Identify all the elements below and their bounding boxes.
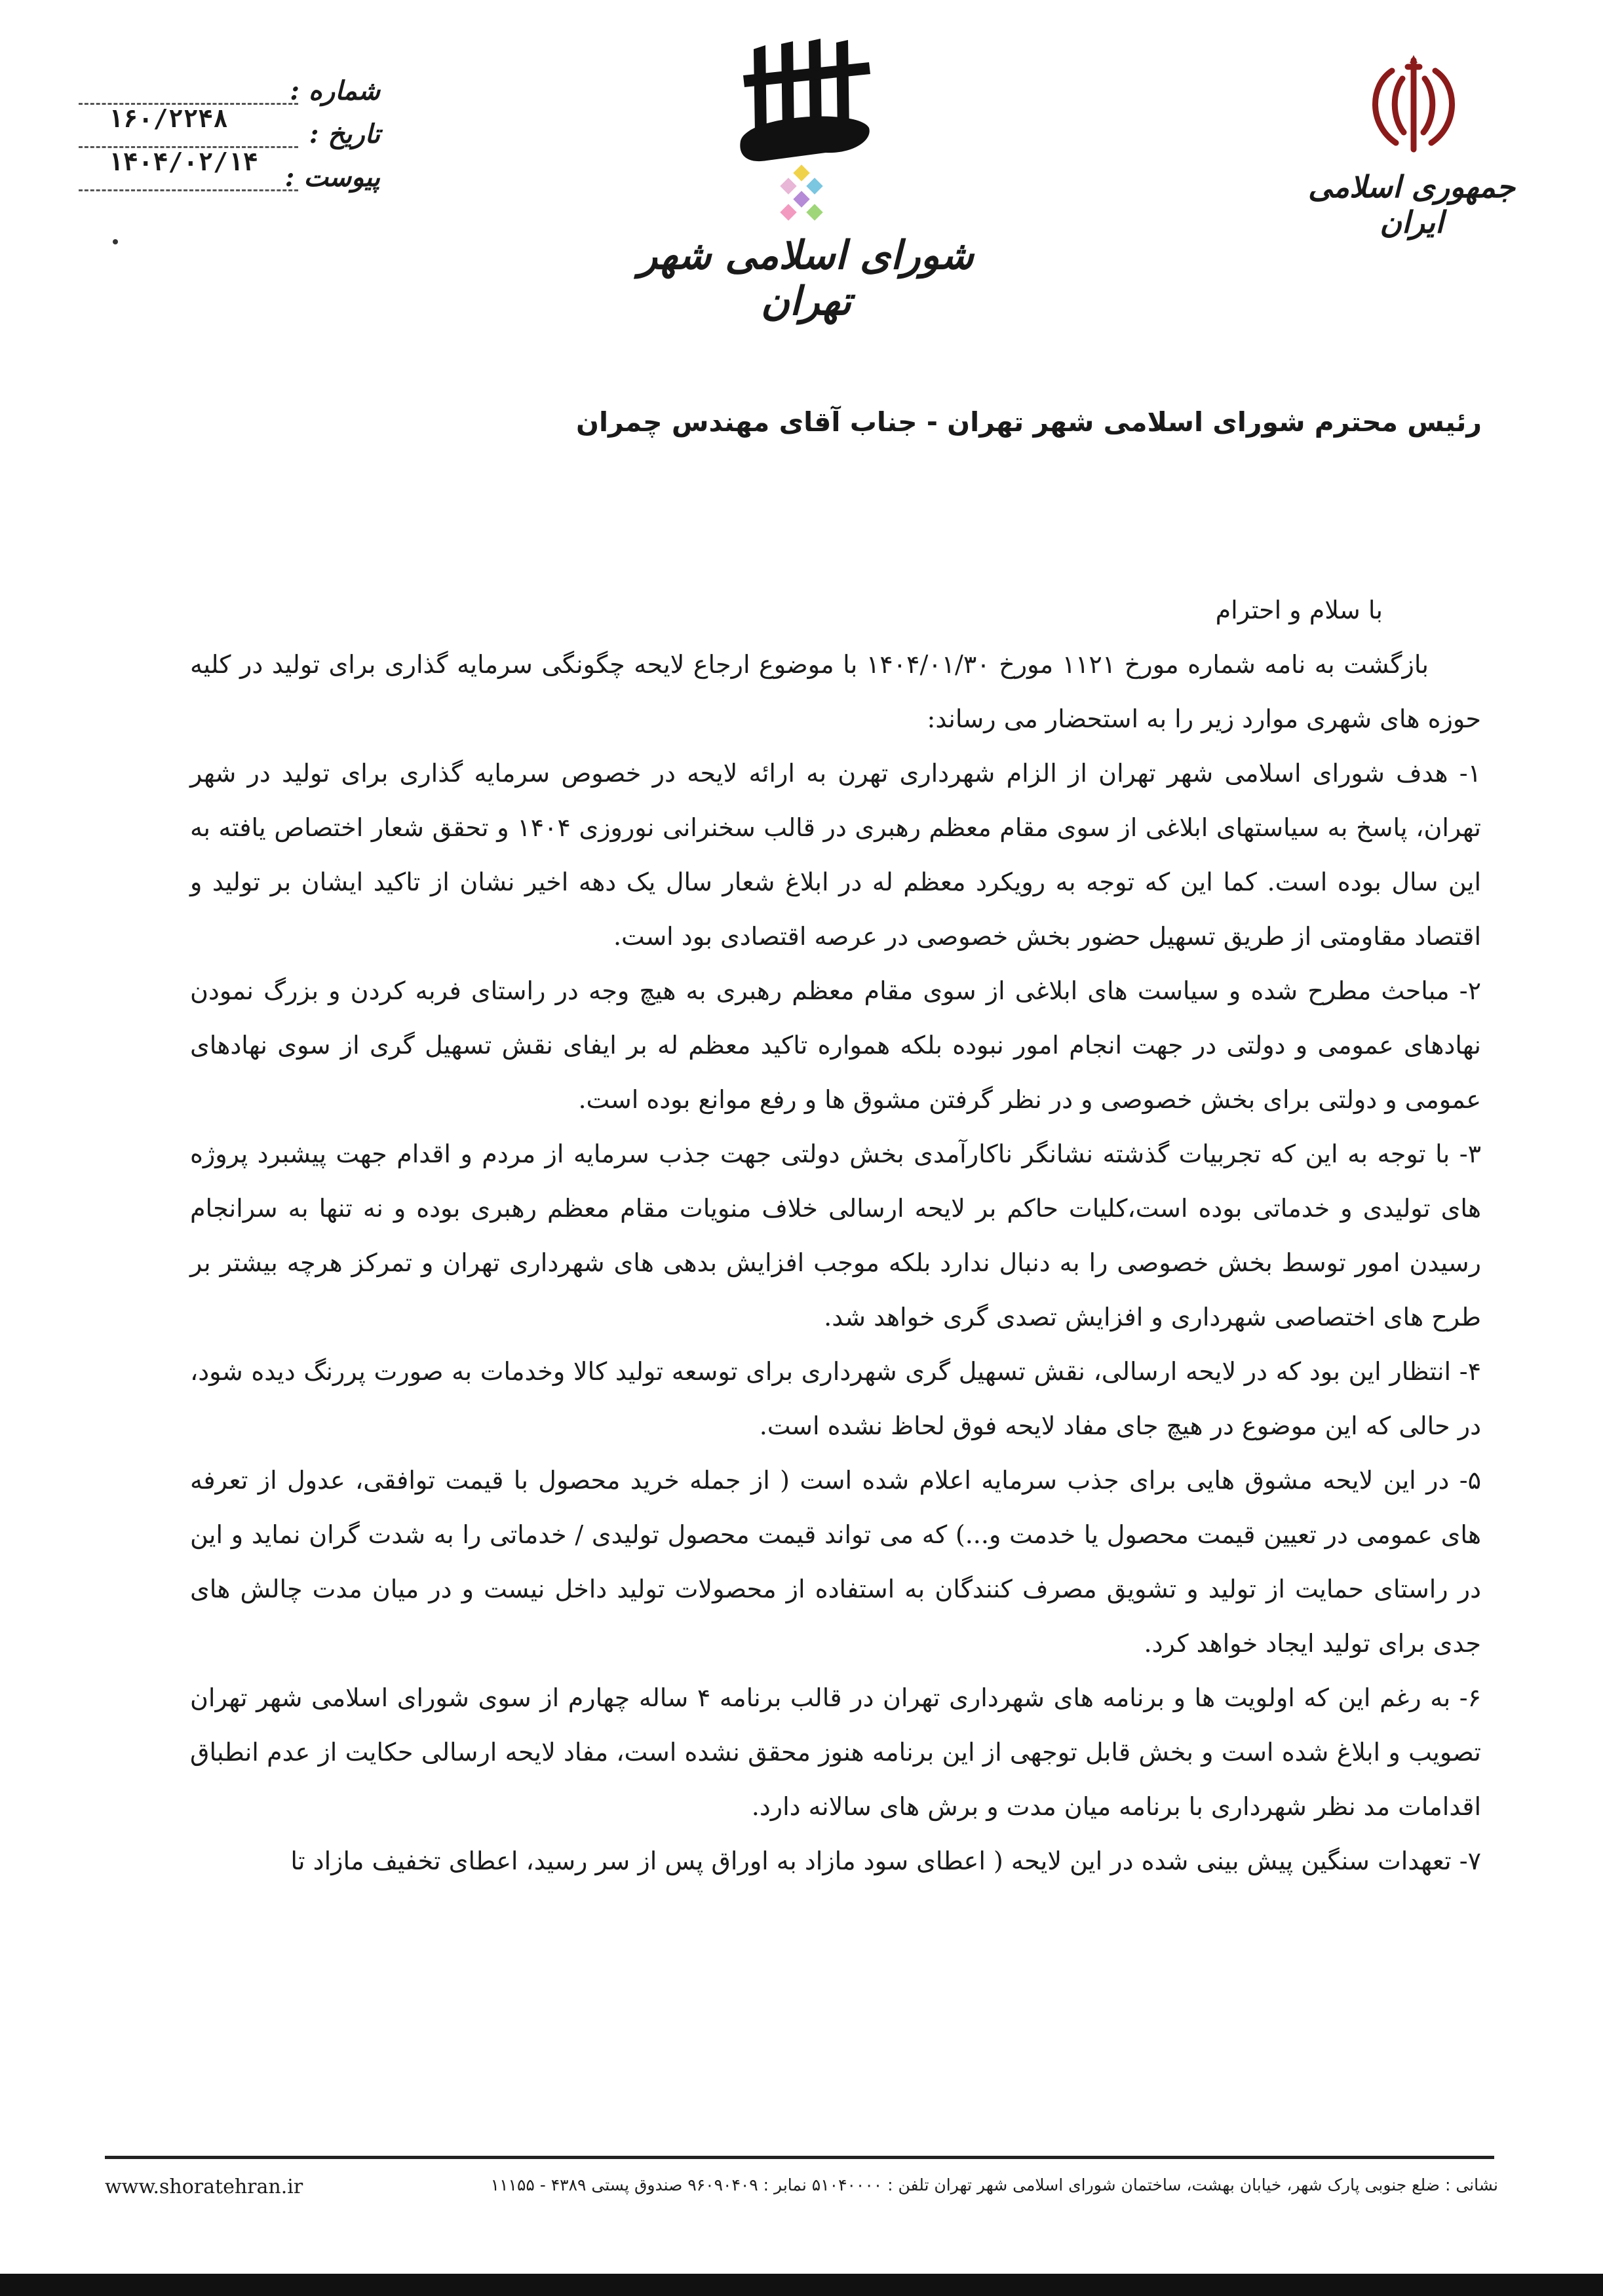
footer-website[interactable]: www.shoratehran.ir: [105, 2175, 303, 2198]
point-3: ۳- با توجه به این که تجربیات گذشته نشانگر ناکارآمدی بخش دولتی جهت جذب سرمایه از مردم و اقدام جهت پیشبرد پروژه های تولیدی و خدماتی بوده است،کلیات حاکم بر لایحه ارسالی خلاف منویات مقام معظم رهبری بوده و نه تنها به سرانجام رسیدن امور توسط بخش خصوصی را به دنبال ندارد بلکه موجب افزایش بدهی های شهرداری تهران و تمرکز هرچه بیشتر بر طرح های اختصاصی شهرداری و افزایش تصدی گری خواهد شد.: [190, 1139, 1481, 1331]
letter-body: [190, 583, 1481, 1888]
letter-metadata: [72, 75, 380, 205]
tehran-council-logo-icon: [727, 36, 885, 226]
point-6: ۶- به رغم این که اولویت ها و برنامه های شهرداری تهران در قالب برنامه ۴ ساله چهارم از سوی شورای اسلامی شهر تهران تصویب و ابلاغ شده است و بخش قابل توجهی از این برنامه هنوز محقق نشده است، مفاد لایحه ارسالی حکایت از عدم انطباق اقدامات مد نظر شهرداری با برنامه میان مدت و برش های سالانه دارد.: [190, 1683, 1481, 1821]
meta-number-label: شماره :: [290, 75, 380, 106]
greeting: با سلام و احترام: [1215, 596, 1383, 624]
intro-paragraph: بازگشت به نامه شماره مورخ ۱۱۲۱ مورخ ۱۴۰۴/۰۱/۳۰ با موضوع ارجاع لایحه چگونگی سرمایه گذاری برای تولید در کلیه حوزه های شهری موارد زیر را به استحضار می رساند:: [190, 650, 1481, 733]
iran-emblem: [1307, 51, 1516, 240]
point-2: ۲- مباحث مطرح شده و سیاست های ابلاغی از سوی مقام معظم رهبری به هیچ وجه در راستای فربه کردن و بزرگ نمودن نهادهای عمومی و دولتی در جهت انجام امور نبوده بلکه همواره تاکید معظم له بر ایفای نقش تسهیل گری از سوی نهادهای عمومی و دولتی برای بخش خصوصی و در نظر گرفتن مشوق ها و رفع موانع بوده است.: [190, 976, 1481, 1114]
council-caption: شورای اسلامی شهر تهران: [638, 233, 974, 324]
point-1: ۱- هدف شورای اسلامی شهر تهران از الزام شهرداری تهرن به ارائه لایحه در خصوص سرمایه گذاری برای تولید در شهر تهران، پاسخ به سیاستهای ابلاغی از سوی مقام معظم رهبری در قالب سخنرانی نوروزی ۱۴۰۴ و تحقق شعار اختصاص یافته به این سال بوده است. کما این که توجه به رویکرد معظم له در ابلاغ شعار سال یک دهه اخیر نشان از تاکید ایشان بر تولید و اقتصاد مقاومتی از طریق تسهیل حضور بخش خصوصی در عرصه اقتصادی بود است.: [190, 759, 1481, 951]
council-logo: [636, 36, 976, 324]
scan-edge: [0, 2274, 1603, 2296]
footer-rule: [105, 2156, 1494, 2159]
emblem-caption: جمهوری اسلامی ایران: [1308, 169, 1515, 240]
meta-date-value: ۱۴۰۴/۰۲/۱۴: [108, 147, 258, 176]
point-5: ۵- در این لایحه مشوق هایی برای جذب سرمایه اعلام شده است ( از جمله خرید محصول با قیمت توافقی، عدول از تعرفه های عمومی در تعیین قیمت محصول یا خدمت و...) که می تواند قیمت محصول تولیدی / خدماتی را به شدت گران نماید و این در راستای حمایت از تولید و تشویق مصرف کنندگان به استفاده از محصولات تولید داخل نیست و در میان مدت چالش های جدی برای تولید ایجاد خواهد کرد.: [190, 1466, 1481, 1658]
stray-dot: [113, 239, 118, 244]
logo-dots: [780, 164, 822, 220]
meta-attachment-line: [79, 189, 298, 191]
iran-emblem-icon: [1358, 51, 1469, 163]
footer-address: نشانی : ضلع جنوبی پارک شهر، خیابان بهشت، ساختمان شورای اسلامی شهر تهران تلفن : ۵۱۰۴۰۰۰۰ نمابر : ۹۶۰۹۰۴۰۹ صندوق پستی ۴۳۸۹ - ۱۱۱۵۵: [490, 2175, 1498, 2194]
meta-number-value: ۱۶۰/۲۲۴۸: [108, 104, 229, 133]
point-4: ۴- انتظار این بود که در لایحه ارسالی، نقش تسهیل گری شهرداری برای توسعه تولید کالا وخدمات به صورت پررنگ دیده شود، در حالی که این موضوع در هیچ جای مفاد لایحه فوق لحاظ نشده است.: [190, 1357, 1481, 1440]
meta-attachment-label: پیوست :: [284, 162, 380, 193]
addressee: رئیس محترم شورای اسلامی شهر تهران - جناب آقای مهندس چمران: [576, 406, 1482, 438]
point-7: ۷- تعهدات سنگین پیش بینی شده در این لایحه ( اعطای سود مازاد به اوراق پس از سر رسید، اعطای تخفیف مازاد تا: [290, 1846, 1481, 1875]
meta-date-label: تاریخ :: [309, 119, 380, 149]
meta-attachment-row: [72, 147, 380, 205]
